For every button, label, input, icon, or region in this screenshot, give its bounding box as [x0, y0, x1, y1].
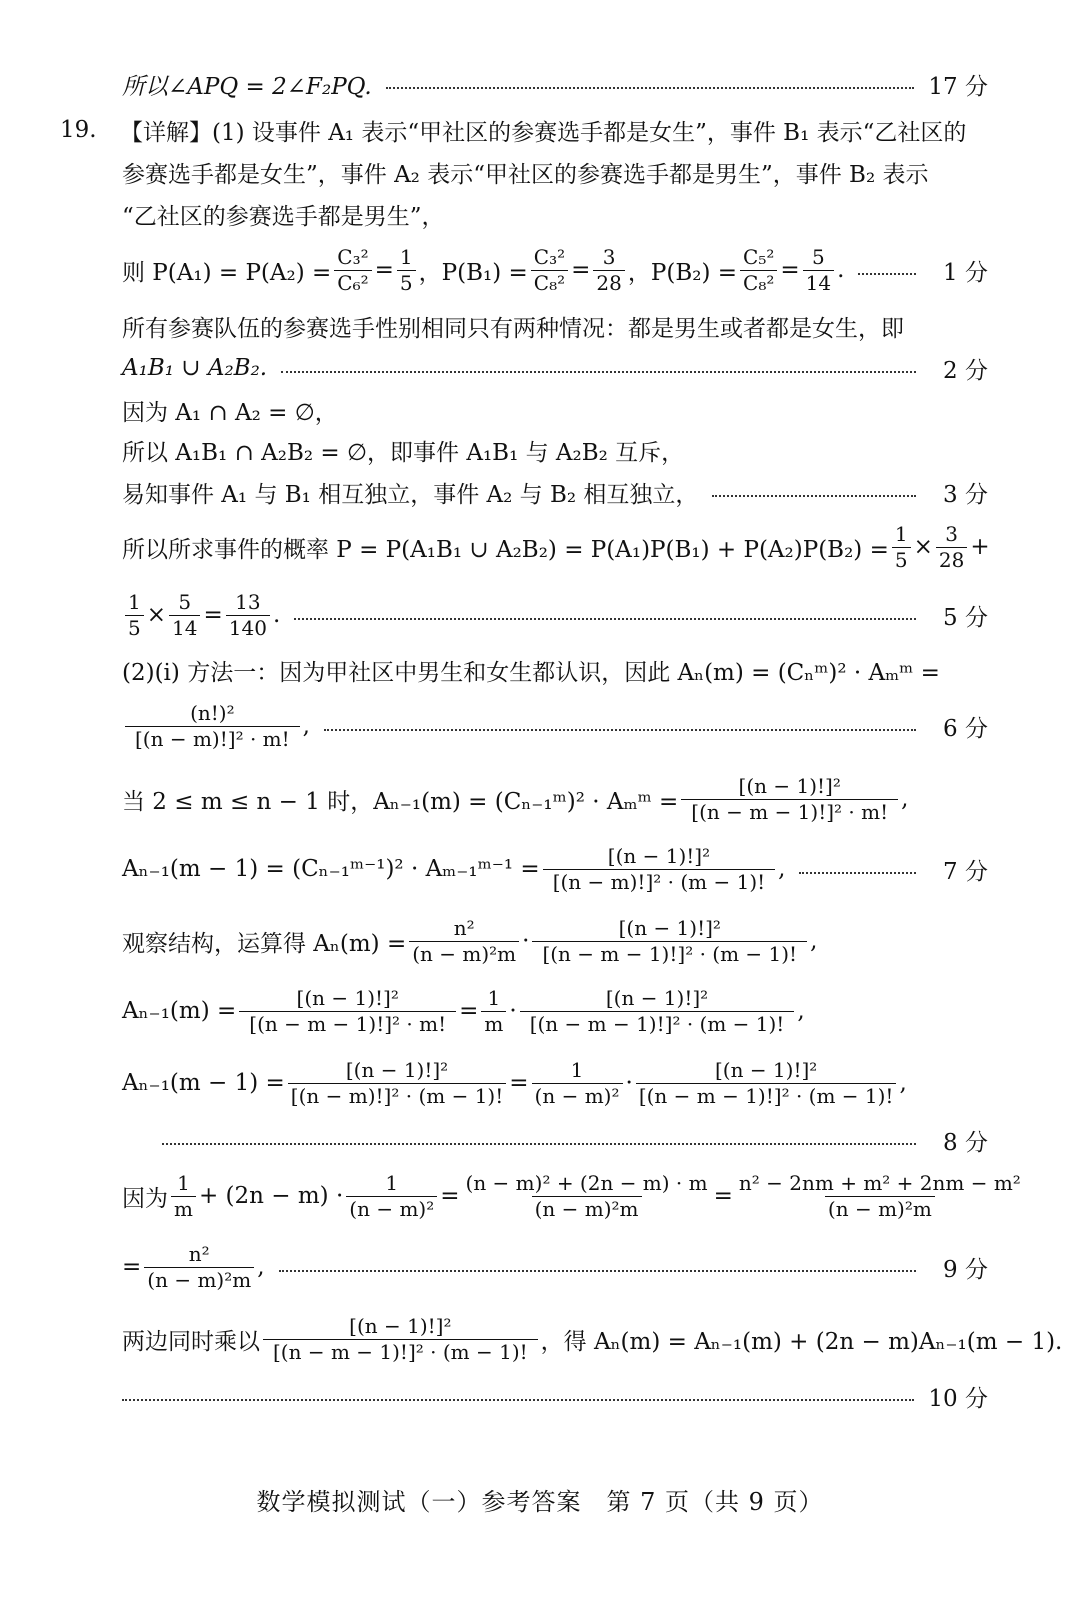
fraction: $\frac{1}{5}$ — [125, 592, 144, 639]
score-17: 17 分 — [928, 73, 988, 100]
dot-leader — [279, 1270, 917, 1272]
score-10: 10 分 — [928, 1385, 988, 1412]
fraction: $\frac{1}{\text{(n − m)²}}$ — [346, 1173, 437, 1220]
line-text: 参赛选手都是女生”，事件 A₂ 表示“甲社区的参赛选手都是男生”，事件 B₂ 表示 — [122, 161, 929, 188]
line-probabilities: 则 P(A₁) = P(A₂) = $\frac{\text{C₃²}}{\text{C₆²}}$ = $\frac{1}{5}$ ，P(B₁) = $\frac{\text{C₃²}}{\text{C₈²}}$ = $\frac{3}{28}$ ，P(B₂) = $\frac{\text{C₅²}}{\text{C₈²}}$ = $\frac{5}{14}$ . 1 分 — [122, 244, 988, 295]
line-part2-result: $\frac{\text{(n!)²}}{\text{[(n − m)!]² · m!}}$ , 6 分 — [122, 700, 988, 752]
line-angle-conclusion: 所以∠APQ = 2∠F₂PQ. 17 分 — [122, 62, 988, 106]
line-score-10 — [122, 1374, 988, 1418]
fraction: $\frac{3}{28}$ — [593, 247, 624, 294]
fraction: $\frac{3}{28}$ — [936, 524, 967, 571]
line-total-probability: 所以所求事件的概率 P = P(A₁B₁ ∪ A₂B₂) = P(A₁)P(B₁) + P(A₂)P(B₂) = $\frac{1}{5}$ × $\frac{3}{28}$ + — [122, 521, 990, 572]
question-19-header — [60, 108, 988, 152]
page-footer: 数学模拟测试（一）参考答案 第 7 页（共 9 页） — [256, 1488, 824, 1516]
fraction: $\frac{\text{[(n − 1)!]²}}{\text{[(n − m − 1)!]² · (m − 1)!}}$ — [636, 1060, 897, 1107]
fraction: $\frac{\text{C₃²}}{\text{C₆²}}$ — [334, 247, 371, 294]
line-multiply: 两边同时乘以 $\frac{\text{[(n − 1)!]²}}{\text{[(n − m − 1)!]² · (m − 1)!}}$ ，得 Aₙ(m) = Aₙ₋₁(m) + (2n − m)Aₙ₋₁(m − 1). — [122, 1313, 1063, 1364]
fraction: $\frac{1}{5}$ — [892, 524, 911, 571]
fraction: $\frac{\text{[(n − 1)!]²}}{\text{[(n − m − 1)!]² · m!}}$ — [681, 776, 898, 823]
dot-leader — [799, 872, 916, 874]
fraction: $\frac{\text{n² − 2nm + m² + 2nm − m²}}{\text{(n − m)²m}}$ — [738, 1170, 1021, 1221]
line-part2: (2)(i) 方法一：因为甲社区中男生和女生都认识，因此 Aₙ(m) = (Cₙᵐ)² · Aₘᵐ = — [122, 659, 940, 686]
dot-leader — [324, 729, 916, 731]
fraction: $\frac{\text{[(n − 1)!]²}}{\text{[(n − m − 1)!]² · (m − 1)!}}$ — [520, 988, 795, 1035]
score-3: 3 分 — [943, 481, 988, 508]
line-text: 【详解】(1) 设事件 A₁ 表示“甲社区的参赛选手都是女生”，事件 B₁ 表示“乙社区的 — [120, 119, 967, 146]
dot-leader — [281, 371, 916, 373]
line-text: “乙社区的参赛选手都是男生”， — [122, 203, 445, 230]
dot-leader — [712, 495, 916, 497]
fraction: $\frac{\text{C₅²}}{\text{C₈²}}$ — [740, 247, 777, 294]
line-union: A₁B₁ ∪ A₂B₂. 2 分 — [122, 346, 988, 390]
fraction: $\frac{\text{[(n − 1)!]²}}{\text{[(n − m − 1)!]² · m!}}$ — [239, 988, 456, 1035]
question-number: 19. — [60, 117, 97, 143]
score-2: 2 分 — [943, 357, 988, 384]
line-text: 所有参赛队伍的参赛选手性别相同只有两种情况：都是男生或者都是女生，即 — [122, 315, 904, 342]
fraction: $\frac{1}{m}$ — [481, 988, 506, 1035]
fraction: $\frac{\text{(n!)²}}{\text{[(n − m)!]² · m!}}$ — [125, 703, 300, 750]
line-a-n-minus-1-m-minus-1: Aₙ₋₁(m − 1) = $\frac{\text{[(n − 1)!]²}}{\text{[(n − m)!]² · (m − 1)!}}$ = $\frac{1}{\text{(n − m)²}}$ · $\frac{\text{[(n − 1)!]²}}{\text{[(n − m − 1)!]² · (m − 1)!}}$ , — [122, 1057, 907, 1108]
line-because: 因为 $\frac{1}{m}$ + (2n − m) · $\frac{1}{\text{(n − m)²}}$ = $\frac{\text{(n − m)² + (2n − m) · m}}{\text{(n − m)²m}}$ = $\frac{\text{n² − 2nm + m² + 2nm − m²}}{\text{(n − m)²m}}$ — [122, 1168, 988, 1224]
fraction: $\frac{5}{14}$ — [803, 247, 834, 294]
line-score-8 — [122, 1118, 988, 1162]
line-formula-b: Aₙ₋₁(m − 1) = (Cₙ₋₁ᵐ⁻¹)² · Aₘ₋₁ᵐ⁻¹ = $\frac{\text{[(n − 1)!]²}}{\text{[(n − m)!]² · (m − 1)!}}$ , 7 分 — [122, 843, 988, 894]
fraction: $\frac{\text{C₃²}}{\text{C₈²}}$ — [531, 247, 568, 294]
fraction: $\frac{\text{[(n − 1)!]²}}{\text{[(n − m − 1)!]² · (m − 1)!}}$ — [532, 918, 807, 965]
fraction: $\frac{1}{\text{(n − m)²}}$ — [532, 1060, 623, 1107]
score-7: 7 分 — [943, 858, 988, 885]
line-observe: 观察结构，运算得 Aₙ(m) = $\frac{\text{n²}}{\text{(n − m)²m}}$ · $\frac{\text{[(n − 1)!]²}}{\text{[(n − m − 1)!]² · (m − 1)!}}$ , — [122, 915, 818, 966]
fraction: $\frac{5}{14}$ — [169, 592, 200, 639]
dot-leader — [122, 1399, 914, 1401]
dot-leader — [386, 87, 915, 89]
dot-leader — [294, 618, 916, 620]
fraction: $\frac{\text{n²}}{\text{(n − m)²m}}$ — [409, 918, 519, 965]
line-formula-a: 当 2 ≤ m ≤ n − 1 时，Aₙ₋₁(m) = (Cₙ₋₁ᵐ)² · Aₘᵐ = $\frac{\text{[(n − 1)!]²}}{\text{[(n − m − 1)!]² · m!}}$ , — [122, 773, 909, 824]
fraction: $\frac{\text{[(n − 1)!]²}}{\text{[(n − m − 1)!]² · (m − 1)!}}$ — [263, 1316, 538, 1363]
line-a-n-minus-1-m: Aₙ₋₁(m) = $\frac{\text{[(n − 1)!]²}}{\text{[(n − m − 1)!]² · m!}}$ = $\frac{1}{m}$ · $\frac{\text{[(n − 1)!]²}}{\text{[(n − m − 1)!]² · (m − 1)!}}$ , — [122, 985, 805, 1036]
fraction: $\frac{13}{140}$ — [226, 592, 270, 639]
line-text: 因为 A₁ ∩ A₂ = ∅， — [122, 399, 338, 426]
score-6: 6 分 — [943, 715, 988, 742]
fraction: $\frac{1}{m}$ — [171, 1173, 196, 1220]
fraction: $\frac{\text{(n − m)² + (2n − m) · m}}{\text{(n − m)²m}}$ — [465, 1170, 708, 1221]
dot-leader — [162, 1143, 916, 1145]
fraction: $\frac{\text{[(n − 1)!]²}}{\text{[(n − m)!]² · (m − 1)!}}$ — [543, 846, 775, 893]
line-independence: 易知事件 A₁ 与 B₁ 相互独立，事件 A₂ 与 B₂ 相互独立， 3 分 — [122, 470, 988, 514]
fraction: $\frac{\text{n²}}{\text{(n − m)²m}}$ — [144, 1244, 254, 1291]
fraction: $\frac{1}{5}$ — [397, 247, 416, 294]
line-total-probability-result: $\frac{1}{5}$ × $\frac{5}{14}$ = $\frac{13}{140}$ . 5 分 — [122, 588, 988, 642]
line-text: 所以 A₁B₁ ∩ A₂B₂ = ∅，即事件 A₁B₁ 与 A₂B₂ 互斥， — [122, 439, 685, 466]
score-1: 1 分 — [943, 259, 988, 286]
dot-leader — [858, 273, 916, 275]
score-8: 8 分 — [943, 1129, 988, 1156]
score-5: 5 分 — [943, 604, 988, 631]
score-9: 9 分 — [943, 1256, 988, 1283]
line-equals: = $\frac{\text{n²}}{\text{(n − m)²m}}$ , 9 分 — [122, 1241, 988, 1292]
fraction: $\frac{\text{[(n − 1)!]²}}{\text{[(n − m)!]² · (m − 1)!}}$ — [288, 1060, 506, 1107]
